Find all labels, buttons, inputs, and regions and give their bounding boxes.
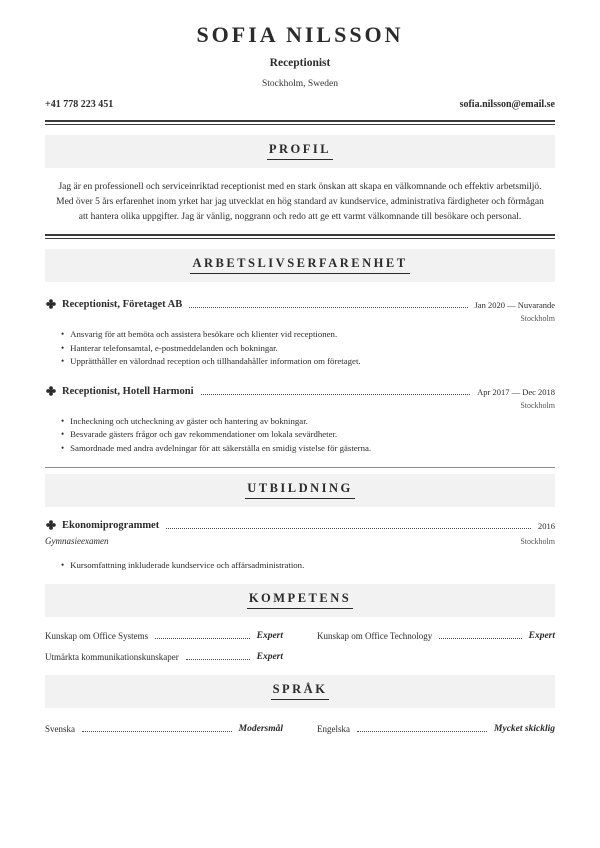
entry-marker-icon: [46, 520, 56, 530]
dotted-leader: [189, 307, 467, 308]
list-item: [61, 559, 555, 573]
phone-number: +41 778 223 451: [45, 99, 114, 110]
language-level: Mycket skicklig: [494, 723, 555, 734]
language-item: [45, 723, 283, 735]
skill-label: Kunskap om Office Systems: [45, 630, 149, 641]
job-dates: Jan 2020 — Nuvarande: [474, 300, 555, 310]
list-item: [61, 342, 555, 356]
header-divider: [45, 120, 555, 125]
bullet-icon: •: [61, 429, 65, 439]
dotted-leader: [186, 659, 250, 660]
skills-grid: [45, 630, 555, 663]
job-title: Receptionist, Hotell Harmoni: [62, 385, 194, 397]
education-entry: [45, 519, 555, 573]
bullet-text: Kursomfattning inkluderade kundservice och affärsadministration.: [70, 560, 305, 570]
skill-level: Expert: [528, 630, 555, 641]
education-bullet-list: [45, 559, 555, 573]
job-location: Stockholm: [520, 400, 555, 410]
education-dates: 2016: [538, 521, 555, 531]
dotted-leader: [155, 638, 250, 639]
bullet-text: Besvarade gästers frågor och gav rekommendationer om lokala sevärdheter.: [70, 429, 338, 439]
education-subrow: [45, 534, 555, 547]
list-item: [61, 328, 555, 342]
section-band-languages: [45, 675, 555, 708]
skill-label: Utmärkta kommunikationskunskaper: [45, 651, 179, 662]
skill-item: [317, 630, 555, 642]
section-heading-education: UTBILDNING: [245, 481, 355, 499]
bullet-text: Samordnade med andra avdelningar för att säkerställa en smidig vistelse för gästerna.: [70, 442, 372, 453]
dotted-leader: [439, 638, 521, 639]
contact-row: [45, 98, 555, 111]
section-heading-languages: SPRÅK: [271, 682, 330, 700]
dotted-leader: [82, 731, 232, 732]
job-location: Stockholm: [520, 314, 555, 323]
education-degree: Gymnasieexamen: [45, 536, 109, 546]
education-location: Stockholm: [520, 537, 555, 546]
list-item: [61, 442, 555, 456]
candidate-job-title: Receptionist: [269, 57, 331, 69]
bullet-icon: •: [61, 356, 65, 366]
profile-summary: Jag är en professionell och serviceinriktad receptionist med en stark önskan att skapa en välkomnande och effektiv arbetsmiljö. Med över 5 års erfarenhet inom yrket har jag utvecklat en hög standard av kundservice, administrativa färdigheter och förmågan att hantera olika uppgifter. Jag är vänlig, noggrann och redo att ge ett varmt välkomnande till besökare och personal.: [56, 182, 544, 222]
section-heading-experience: ARBETSLIVSERFARENHET: [190, 256, 409, 274]
skill-label: Kunskap om Office Technology: [317, 630, 433, 641]
job-bullet-list: [45, 415, 555, 456]
bullet-text: Hanterar telefonsamtal, e-postmeddelanden och bokningar.: [70, 342, 278, 353]
resume-header: [45, 22, 555, 90]
languages-grid: [45, 723, 555, 735]
experience-entry-header: [45, 385, 555, 398]
skill-item: [45, 651, 283, 663]
education-title: Ekonomiprogrammet: [62, 520, 160, 531]
section-heading-skills: KOMPETENS: [247, 591, 353, 609]
list-item: [61, 355, 555, 369]
candidate-name: SOFIA NILSSON: [196, 22, 404, 47]
experience-divider: [45, 467, 555, 468]
entry-marker-icon: [46, 386, 56, 396]
language-label: Svenska: [45, 723, 75, 734]
email-address: sofia.nilsson@email.se: [459, 99, 555, 110]
section-heading-profile: PROFIL: [267, 142, 333, 160]
dotted-leader: [357, 731, 487, 732]
bullet-icon: •: [61, 342, 65, 353]
dotted-leader: [201, 394, 471, 395]
language-level: Modersmål: [238, 723, 283, 734]
bullet-icon: •: [61, 560, 65, 570]
language-label: Engelska: [317, 723, 350, 734]
experience-entry: [45, 385, 555, 456]
bullet-icon: •: [61, 415, 65, 426]
bullet-icon: •: [61, 442, 65, 453]
bullet-text: Upprätthåller en välordnad reception och tillhandahåller information om företaget.: [70, 356, 361, 366]
skill-level: Expert: [256, 630, 283, 641]
education-entry-header: [45, 519, 555, 532]
candidate-location: Stockholm, Sweden: [262, 79, 338, 89]
profile-divider: [45, 234, 555, 239]
job-dates: Apr 2017 — Dec 2018: [477, 386, 555, 397]
section-band-experience: [45, 249, 555, 282]
job-title: Receptionist, Företaget AB: [62, 299, 183, 310]
bullet-text: Ansvarig för att bemöta och assistera besökare och klienter vid receptionen.: [70, 329, 338, 339]
skill-item: [45, 630, 283, 642]
job-bullet-list: [45, 328, 555, 369]
skill-level: Expert: [256, 651, 283, 662]
entry-marker-icon: [46, 299, 56, 309]
section-band-education: [45, 474, 555, 507]
language-item: [317, 723, 555, 735]
bullet-icon: •: [61, 329, 65, 339]
list-item: [61, 415, 555, 429]
list-item: [61, 428, 555, 442]
dotted-leader: [166, 528, 531, 529]
section-band-skills: [45, 584, 555, 617]
experience-entry-header: [45, 298, 555, 311]
experience-entry: [45, 298, 555, 369]
section-band-profile: [45, 135, 555, 168]
bullet-text: Incheckning och utcheckning av gäster och hantering av bokningar.: [70, 415, 308, 426]
